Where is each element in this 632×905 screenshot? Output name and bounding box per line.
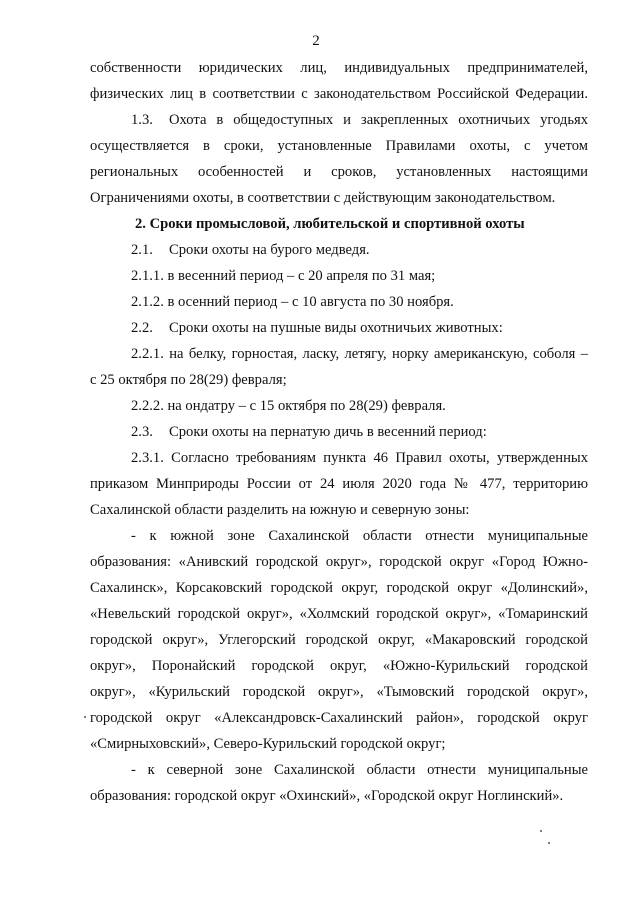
text-line: Сахалинской области разделить на южную и северную зоны:	[90, 502, 470, 518]
item-number: 1.3.	[131, 112, 153, 128]
text-line: с 25 октября по 28(29) февраля;	[90, 372, 287, 388]
text-line: региональных особенностей и сроков, установленных настоящими	[90, 164, 588, 180]
south-zone-line: городской округ «Александровск-Сахалинский район», городской округ	[90, 710, 588, 726]
item-number: 2.1.	[131, 242, 153, 258]
paragraph-text: Сроки охоты на пернатую дичь в весенний период:	[169, 424, 487, 440]
paragraph-1-3-line	[131, 111, 588, 129]
item-number: 2.3.	[131, 424, 153, 440]
page-number: 2	[312, 33, 320, 49]
paragraph-text: Охота в общедоступных и закрепленных охотничьих угодьях	[169, 112, 588, 128]
paragraph-2-3-1-line: 2.3.1. Согласно требованиям пункта 46 Правил охоты, утвержденных	[131, 450, 588, 466]
north-zone-line: образования: городской округ «Охинский», «Городской округ Ноглинский».	[90, 788, 564, 804]
paragraph-text: Сроки охоты на пушные виды охотничьих животных:	[169, 320, 503, 336]
section-heading: 2. Сроки промысловой, любительской и спортивной охоты	[135, 216, 525, 232]
south-zone-line: - к южной зоне Сахалинской области отнести муниципальные	[131, 528, 588, 544]
scan-speck	[548, 842, 550, 844]
text-line: Ограничениями охоты, в соответствии с действующим законодательством.	[90, 190, 556, 206]
text-line: физических лиц в соответствии с законодательством Российской Федерации.	[90, 86, 588, 102]
south-zone-line: городской округ», Углегорский городской округ, «Макаровский городской	[90, 632, 588, 648]
scan-speck	[84, 716, 86, 718]
south-zone-line: округ», «Курильский городской округ», «Тымовский городской округ»,	[90, 684, 588, 700]
paragraph-2-1-2: 2.1.2. в осенний период – с 10 августа по 30 ноября.	[131, 294, 454, 310]
paragraph-2-2	[131, 319, 503, 337]
paragraph-2-1-1: 2.1.1. в весенний период – с 20 апреля по 31 мая;	[131, 268, 436, 284]
north-zone-line: - к северной зоне Сахалинской области отнести муниципальные	[131, 762, 588, 778]
text-line: приказом Минприроды России от 24 июля 2020 года № 477, территорию	[90, 476, 588, 492]
text-line: собственности юридических лиц, индивидуальных предпринимателей,	[90, 60, 588, 76]
south-zone-line: «Смирныховский», Северо-Курильский городской округ;	[90, 736, 446, 752]
south-zone-line: образования: «Анивский городской округ», городской округ «Город Южно-	[90, 554, 588, 570]
paragraph-2-3	[131, 423, 487, 441]
south-zone-line: округ», Поронайский городской округ, «Южно-Курильский городской	[90, 658, 588, 674]
paragraph-2-1	[131, 241, 370, 259]
paragraph-text: Сроки охоты на бурого медведя.	[169, 242, 370, 258]
paragraph-2-2-2: 2.2.2. на ондатру – с 15 октября по 28(29) февраля.	[131, 398, 446, 414]
scan-speck	[540, 830, 542, 832]
paragraph-2-2-1-line: 2.2.1. на белку, горностая, ласку, летягу, норку американскую, соболя –	[131, 346, 588, 362]
south-zone-line: «Невельский городской округ», «Холмский городской округ», «Томаринский	[90, 606, 588, 622]
text-line: осуществляется в сроки, установленные Правилами охоты, с учетом	[90, 138, 588, 154]
item-number: 2.2.	[131, 320, 153, 336]
south-zone-line: Сахалинск», Корсаковский городской округ, городской округ «Долинский»,	[90, 580, 588, 596]
